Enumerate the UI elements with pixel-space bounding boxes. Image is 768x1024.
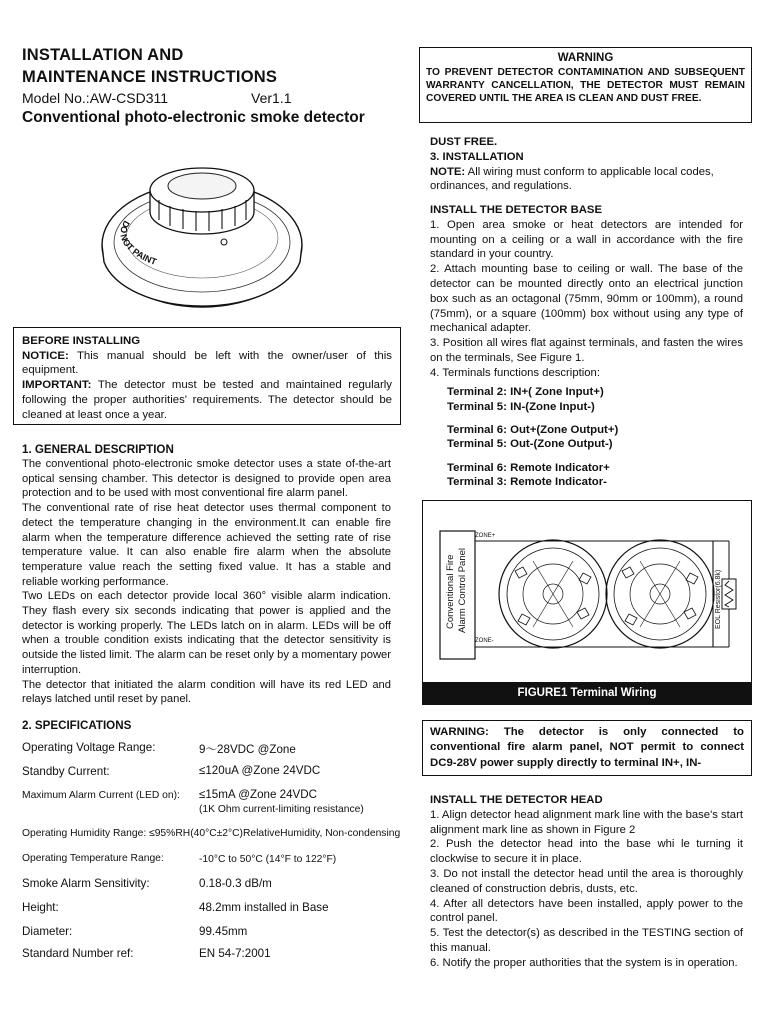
important-paragraph: [22, 378, 392, 422]
spec-label: Maximum Alarm Current (LED on):: [22, 790, 180, 801]
document-title: [22, 44, 277, 88]
note-label: NOTE:: [430, 165, 466, 178]
terminal-line: Terminal 3: Remote Indicator-: [447, 476, 607, 488]
figure-caption: FIGURE1 Terminal Wiring: [423, 682, 751, 704]
detector-base-1: [499, 540, 607, 648]
spec-label: Operating Temperature Range:: [22, 853, 164, 864]
before-installing-box: [13, 327, 401, 425]
document-subtitle: Conventional photo-electronic smoke detector: [22, 109, 365, 126]
version: Ver1.1: [251, 90, 292, 106]
spec-value: 99.45mm: [199, 925, 248, 938]
terminal-line: Terminal 5: IN-(Zone Input-): [447, 401, 595, 413]
smoke-detector-image: [95, 150, 310, 320]
general-description-paragraph: The conventional photo-electronic smoke detector uses a state of-the-art optical sensing chamber. This detector is designed to provide open area protection and to be used with most conventional fire alarm panel.: [22, 458, 391, 500]
terminal-line: Terminal 5: Out-(Zone Output-): [447, 438, 613, 450]
model-number: Model No.:AW-CSD311: [22, 90, 169, 106]
install-head-step: 2. Push the detector head into the base whi le turning it clockwise to secure it in place.: [430, 838, 743, 866]
important-label: IMPORTANT:: [22, 379, 92, 392]
spec-value: 0.18-0.3 dB/m: [199, 877, 272, 890]
install-base-step: 2. Attach mounting base to ceiling or wall. The base of the detector can be mounted directly onto an electrical junction box such as an octagonal (75mm, 90mm or 100mm), a round (75mm), or a square (100mm) box without using any type of mechanical adapter.: [430, 263, 743, 335]
install-head-step: 6. Notify the proper authorities that the system is in operation.: [430, 956, 738, 969]
panel-label-1: Conventional Fire: [445, 554, 456, 629]
general-description-paragraph: The conventional rate of rise heat detector uses thermal component to detect the temperature changing in the environment.It can enable fire alarm when the temperature difference achieved the setting rate of rise temperature value. It can also enable fire alarm when the absolute temperature value reach the setting fixed value. It has a stable and reliable working performance.: [22, 502, 391, 588]
notice-paragraph: [22, 349, 392, 378]
install-head-step: 1. Align detector head alignment mark line with the base's start alignment mark line as shown in Figure 2: [430, 808, 743, 836]
spec-value: -10°C to 50°C (14°F to 122°F): [199, 854, 337, 865]
install-base-section: [430, 203, 743, 381]
model-line: [22, 90, 292, 106]
title-line-2: MAINTENANCE INSTRUCTIONS: [22, 68, 278, 86]
install-base-step: 1. Open area smoke or heat detectors are intended for mounting on a ceiling or a wall in accordance with the fire standard in your country.: [430, 218, 743, 261]
general-description-paragraph: The detector that initiated the alarm condition will have its red LED and relays latched until reset by panel.: [22, 678, 391, 706]
spec-label: Standard Number ref:: [22, 947, 134, 960]
terminal-line: Terminal 6: Out+(Zone Output+): [447, 424, 619, 436]
warning-power-text: WARNING: The detector is only connected to conventional fire alarm panel, NOT permit to connect DC9-28V power supply directly to terminal IN+, IN-: [430, 726, 744, 769]
spec-label: Standby Current:: [22, 765, 110, 778]
spec-value: EN 54-7:2001: [199, 947, 271, 960]
before-installing-heading: BEFORE INSTALLING: [22, 335, 141, 347]
terminal-line: Terminal 6: Remote Indicator+: [447, 462, 610, 474]
install-head-step: 3. Do not install the detector head until the area is thoroughly cleaned of construction debris, dusts, etc.: [430, 867, 743, 895]
install-base-heading: INSTALL THE DETECTOR BASE: [430, 204, 602, 216]
do-not-paint-label: DO NOT PAINT: [118, 218, 158, 267]
wiring-diagram: [423, 501, 750, 681]
install-head-section: [430, 793, 743, 971]
note-text: All wiring must conform to applicable local codes, ordinances, and regulations.: [430, 165, 714, 193]
spec-label: Smoke Alarm Sensitivity:: [22, 877, 150, 890]
warning-contamination-box: [419, 47, 752, 123]
spec-label: Diameter:: [22, 925, 73, 938]
spec-label: Operating Voltage Range:: [22, 741, 156, 754]
install-head-step: 5. Test the detector(s) as described in the TESTING section of this manual.: [430, 927, 743, 954]
detector-base-2: [606, 540, 714, 648]
install-head-heading: INSTALL THE DETECTOR HEAD: [430, 794, 603, 806]
terminal-wiring-figure: [422, 500, 752, 705]
specifications-heading: 2. SPECIFICATIONS: [22, 719, 132, 732]
installation-note: [430, 165, 743, 195]
general-description-heading: 1. GENERAL DESCRIPTION: [22, 443, 174, 456]
install-head-step: 4. After all detectors have been installed, apply power to the control panel.: [430, 897, 743, 925]
general-description-body: [22, 457, 391, 707]
zone-plus-label: ZONE+: [475, 533, 496, 539]
general-description-paragraph: Two LEDs on each detector provide local 360° visible alarm indication. They flash every six seconds indicating that power is applied and the detector is working properly. The LEDs latch on in alarm. LEDs will be off when a trouble condition exists indicating that the detector sensitivity is outside the listed limit. The alarm can be reset only by a momentary power interruption.: [22, 590, 391, 676]
notice-text: This manual should be left with the owner/user of this equipment.: [22, 349, 392, 377]
spec-value: ≤15mA @Zone 24VDC: [199, 788, 318, 801]
spec-value: ≤120uA @Zone 24VDC: [199, 764, 321, 777]
title-line-1: INSTALLATION AND: [22, 46, 184, 64]
spec-alarm-current-note: (1K Ohm current-limiting resistance): [199, 804, 364, 815]
installation-section: [430, 135, 743, 194]
spec-value: 9～28VDC @Zone: [199, 743, 296, 756]
warning-power-supply-box: [422, 720, 752, 776]
spec-label: Height:: [22, 901, 59, 914]
warning-text: TO PREVENT DETECTOR CONTAMINATION AND SUBSEQUENT WARRANTY CANCELLATION, THE DETECTOR MUST REMAIN COVERED UNTIL THE AREA IS CLEAN AND DUST FREE.: [426, 67, 745, 104]
panel-label-2: Alarm Control Panel: [457, 547, 468, 633]
install-base-step: 3. Position all wires flat against terminals, and fasten the wires on the terminals, See Figure 1.: [430, 337, 743, 364]
important-text: The detector must be tested and maintained regularly following the proper authorities' requirements. The detector should be cleaned at least once a year.: [22, 379, 392, 421]
spec-value: 48.2mm installed in Base: [199, 901, 329, 914]
warning-title: WARNING: [557, 52, 614, 64]
zone-minus-label: ZONE-: [475, 638, 494, 644]
terminal-line: Terminal 2: IN+( Zone Input+): [447, 386, 604, 398]
notice-label: NOTICE:: [22, 349, 69, 362]
spec-label: Operating Humidity Range: ≤95%RH(40°C±2°C)RelativeHumidity, Non-condensing: [22, 828, 401, 839]
install-base-step: 4. Terminals functions description:: [430, 366, 600, 379]
dust-free-text: DUST FREE.: [430, 136, 498, 148]
eol-resistor-label: EOL Resistor(6.8k): [715, 569, 722, 629]
installation-heading: 3. INSTALLATION: [430, 150, 524, 163]
